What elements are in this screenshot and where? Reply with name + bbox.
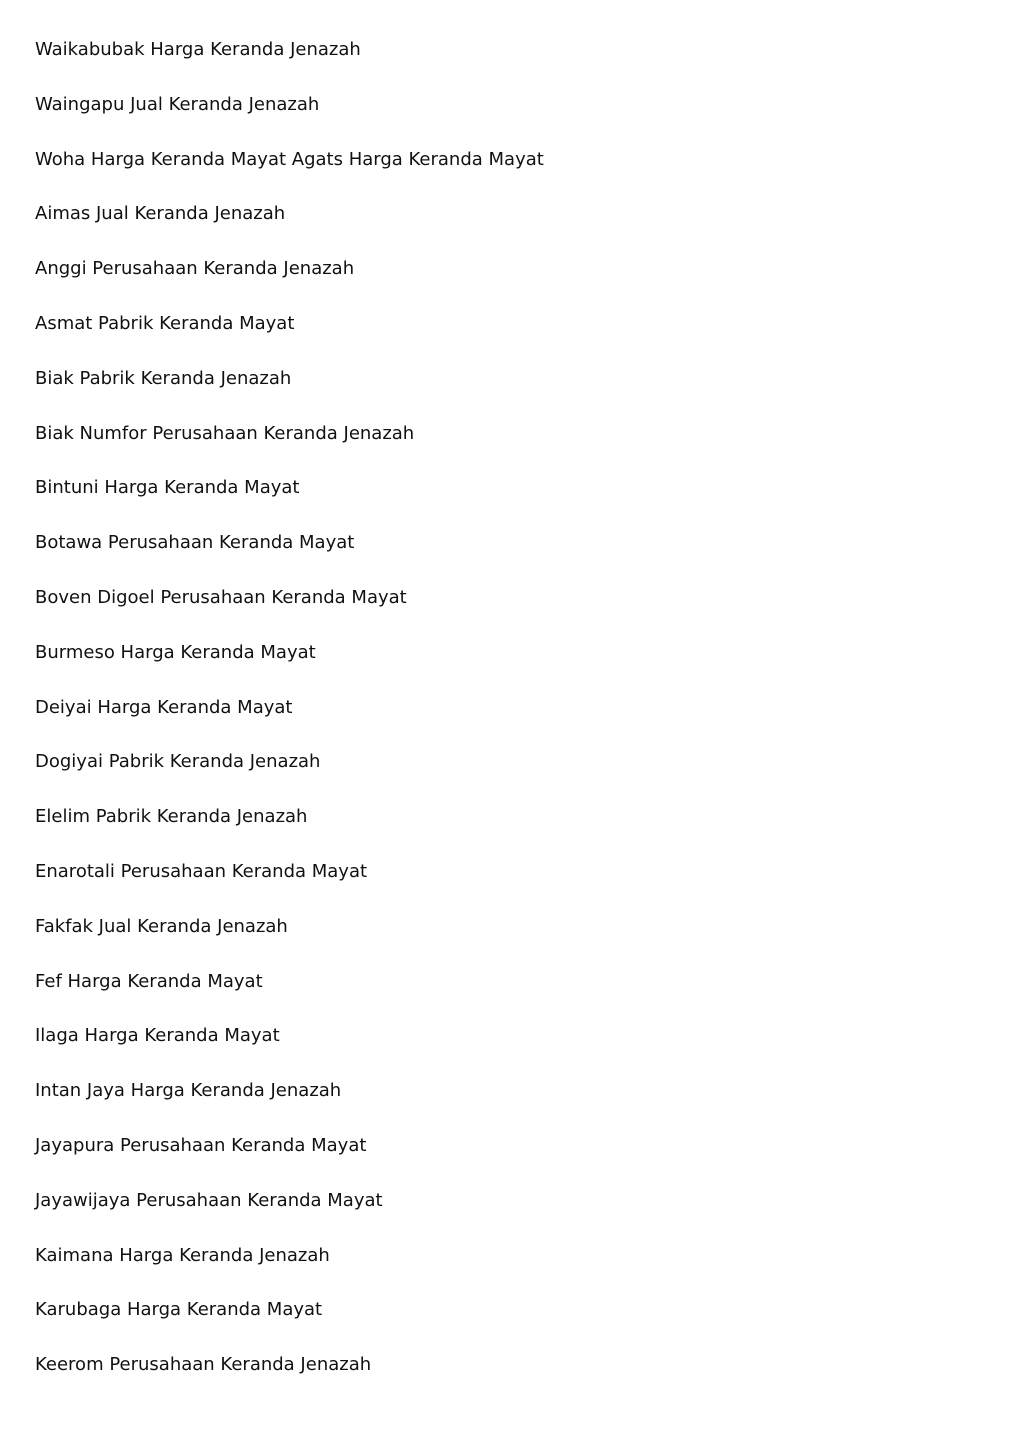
text-line: Waingapu Jual Keranda Jenazah	[35, 93, 320, 115]
text-line: Dogiyai Pabrik Keranda Jenazah	[35, 751, 321, 773]
text-line: Asmat Pabrik Keranda Mayat	[35, 312, 295, 334]
text-line: Deiyai Harga Keranda Mayat	[35, 696, 293, 718]
text-line: Kaimana Harga Keranda Jenazah	[35, 1244, 330, 1266]
text-line: Elelim Pabrik Keranda Jenazah	[35, 806, 308, 828]
text-line: Aimas Jual Keranda Jenazah	[35, 203, 286, 225]
text-line: Woha Harga Keranda Mayat Agats Harga Keranda Mayat	[35, 148, 544, 170]
text-line: Fakfak Jual Keranda Jenazah	[35, 915, 288, 937]
text-line: Bintuni Harga Keranda Mayat	[35, 477, 300, 499]
text-line: Burmeso Harga Keranda Mayat	[35, 641, 316, 663]
text-line: Anggi Perusahaan Keranda Jenazah	[35, 258, 355, 280]
text-line: Biak Numfor Perusahaan Keranda Jenazah	[35, 422, 415, 444]
text-line: Jayapura Perusahaan Keranda Mayat	[35, 1134, 367, 1156]
text-line-list	[35, 36, 544, 1406]
text-line: Keerom Perusahaan Keranda Jenazah	[35, 1354, 372, 1376]
text-line: Boven Digoel Perusahaan Keranda Mayat	[35, 586, 407, 608]
text-line: Botawa Perusahaan Keranda Mayat	[35, 532, 355, 554]
text-line: Fef Harga Keranda Mayat	[35, 970, 263, 992]
text-line: Waikabubak Harga Keranda Jenazah	[35, 39, 361, 60]
text-line: Ilaga Harga Keranda Mayat	[35, 1025, 280, 1047]
text-line: Jayawijaya Perusahaan Keranda Mayat	[35, 1189, 383, 1211]
text-line: Karubaga Harga Keranda Mayat	[35, 1299, 323, 1321]
text-line: Enarotali Perusahaan Keranda Mayat	[35, 860, 368, 882]
text-line: Intan Jaya Harga Keranda Jenazah	[35, 1080, 342, 1102]
text-line: Biak Pabrik Keranda Jenazah	[35, 367, 292, 389]
